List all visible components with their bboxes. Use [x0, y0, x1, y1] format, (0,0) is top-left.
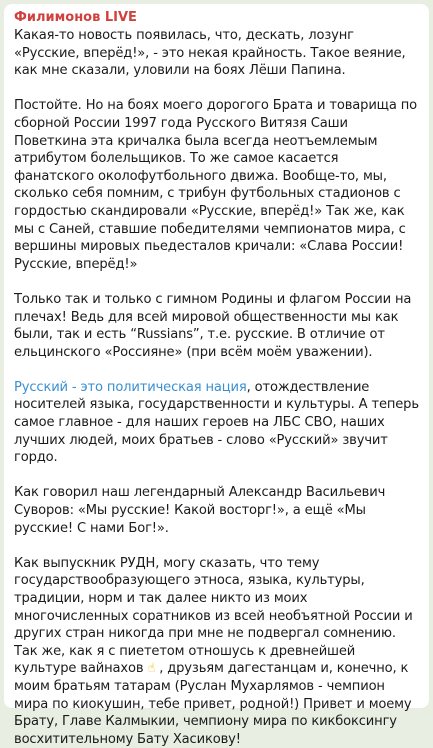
paragraph-3: Только так и только с гимном Родины и флагом России на плечах! Ведь для всей мировой общественности мы как были, так и есть “Russians”, т.е. русские. В отличие от ельцинского «Россияне» (при всём моём уважении).	[14, 291, 412, 360]
paragraph-4	[14, 379, 419, 467]
paragraph-6-text-before: Как выпускник РУДН, могу сказать, что тему государствообразующего этноса, языка, культуры, традиции, норм и так далее никто из моих многочисленных соратников из всей необъятной России и других стран никогда при мне не подвергал сомнению. Так же, как я с пиететом отношусь к древнейшей культуре вайнахов	[14, 555, 413, 677]
hashtag-link[interactable]: Русский - это политическая нация	[14, 379, 247, 395]
paragraph-1: Какая-то новость появилась, что, дескать, лозунг «Русские, вперёд!», - это некая крайность. Такое веяние, как мне сказали, уловили на боях Лёши Папина.	[14, 28, 406, 79]
paragraph-4-text: , отождествление носителей языка, государственности и культуры. А теперь самое главное - для наших героев на ЛБС СВО, наших лучших людей, моих братьев - слово «Русский» звучит гордо.	[14, 379, 419, 466]
paragraph-2: Постойте. Но на боях моего дорогого Брата и товарища по сборной России 1997 года Русского Витязя Саши Поветкина эта кричалка была всегда неотъемлемым атрибутом болельщиков. То же самое касается фанатского околофутбольного движа. Вообще-то, мы, сколько себя помним, с трибун футбольных стадионов с гордостью скандировали «Русские, вперёд!» Так же, как мы с Саней, ставшие победителями чемпионатов мира, с вершины мировых пьедесталов кричали: «Слава России! Русские, вперёд!»	[14, 98, 418, 272]
paragraph-6-text-after: , друзьям дагестанцам и, конечно, к моим братьям татарам (Руслан Мухарлямов - чемпион мира по киокушин, тебе привет, родной!) Привет и моему Брату, Главе Калмыкии, чемпиону мира по кикбоксингу восхитительному Бату Хасикову!	[14, 661, 412, 747]
paragraph-5: Как говорил наш легендарный Александр Васильевич Суворов: «Мы русские! Какой восторг!», а ещё «Мы русские! С нами Бог!».	[14, 485, 386, 536]
pointing-up-emoji-icon: ☝	[147, 661, 156, 677]
paragraph-6	[14, 555, 419, 748]
message-text	[14, 27, 419, 748]
channel-author-name[interactable]: Филимонов LIVE	[14, 10, 137, 25]
message-bubble	[4, 4, 429, 747]
